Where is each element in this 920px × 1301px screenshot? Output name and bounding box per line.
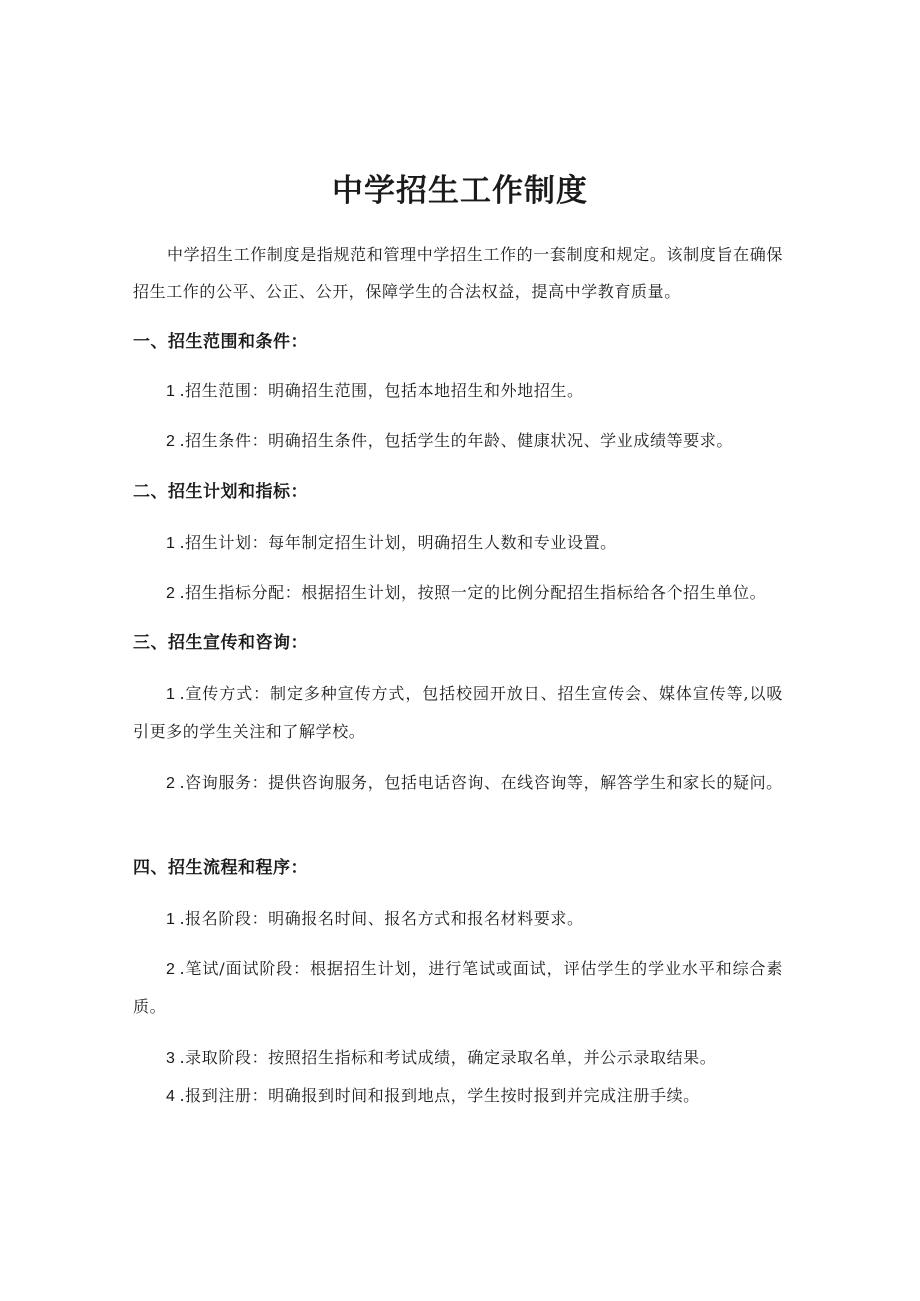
section-heading-1: 一、招生范围和条件： <box>133 332 308 352</box>
item-number: 4 <box>166 1088 176 1105</box>
item-number: 2 <box>166 775 176 792</box>
item-number: 2 <box>166 433 176 450</box>
list-item <box>133 422 783 460</box>
item-text: .咨询服务：提供咨询服务，包括电话咨询、在线咨询等，解答学生和家长的疑问。 <box>179 773 783 792</box>
item-text: .录取阶段：按照招生指标和考试成绩，确定录取名单，并公示录取结果。 <box>179 1048 717 1067</box>
list-item <box>133 524 783 562</box>
list-item <box>133 900 783 938</box>
item-text: .报名阶段：明确报名时间、报名方式和报名材料要求。 <box>179 909 584 928</box>
list-item <box>133 1039 783 1077</box>
section-heading-3: 三、招生宣传和咨询： <box>133 633 308 653</box>
document-title: 中学招生工作制度 <box>332 173 588 209</box>
list-item <box>133 764 783 802</box>
item-text: .笔试/面试阶段：根据招生计划，进行笔试或面试，评估学生的学业水平和综合素质。 <box>133 959 783 1016</box>
item-number: 2 <box>166 961 176 978</box>
item-number: 2 <box>166 585 176 602</box>
list-item <box>133 1077 783 1115</box>
item-number: 1 <box>166 911 176 928</box>
item-number: 1 <box>166 383 176 400</box>
item-text: .招生计划：每年制定招生计划，明确招生人数和专业设置。 <box>179 533 617 552</box>
list-item <box>133 950 783 1025</box>
item-text: .招生条件：明确招生条件，包括学生的年龄、健康状况、学业成绩等要求。 <box>179 431 733 450</box>
list-item <box>133 372 783 410</box>
item-number: 1 <box>166 686 176 703</box>
item-number: 1 <box>166 535 176 552</box>
item-text: .宣传方式：制定多种宣传方式，包括校园开放日、招生宣传会、媒体宣传等,以吸引更多的学生关注和了解学校。 <box>133 684 783 741</box>
list-item <box>133 675 783 750</box>
list-item <box>133 574 783 612</box>
section-heading-2: 二、招生计划和指标： <box>133 482 308 502</box>
item-text: .报到注册：明确报到时间和报到地点，学生按时报到并完成注册手续。 <box>179 1086 700 1105</box>
section-heading-4: 四、招生流程和程序： <box>133 858 308 878</box>
intro-paragraph: 中学招生工作制度是指规范和管理中学招生工作的一套制度和规定。该制度旨在确保招生工作的公平、公正、公开，保障学生的合法权益，提高中学教育质量。 <box>133 245 783 301</box>
item-number: 3 <box>166 1050 176 1067</box>
item-text: .招生指标分配：根据招生计划，按照一定的比例分配招生指标给各个招生单位。 <box>179 583 767 602</box>
item-text: .招生范围：明确招生范围，包括本地招生和外地招生。 <box>179 381 584 400</box>
